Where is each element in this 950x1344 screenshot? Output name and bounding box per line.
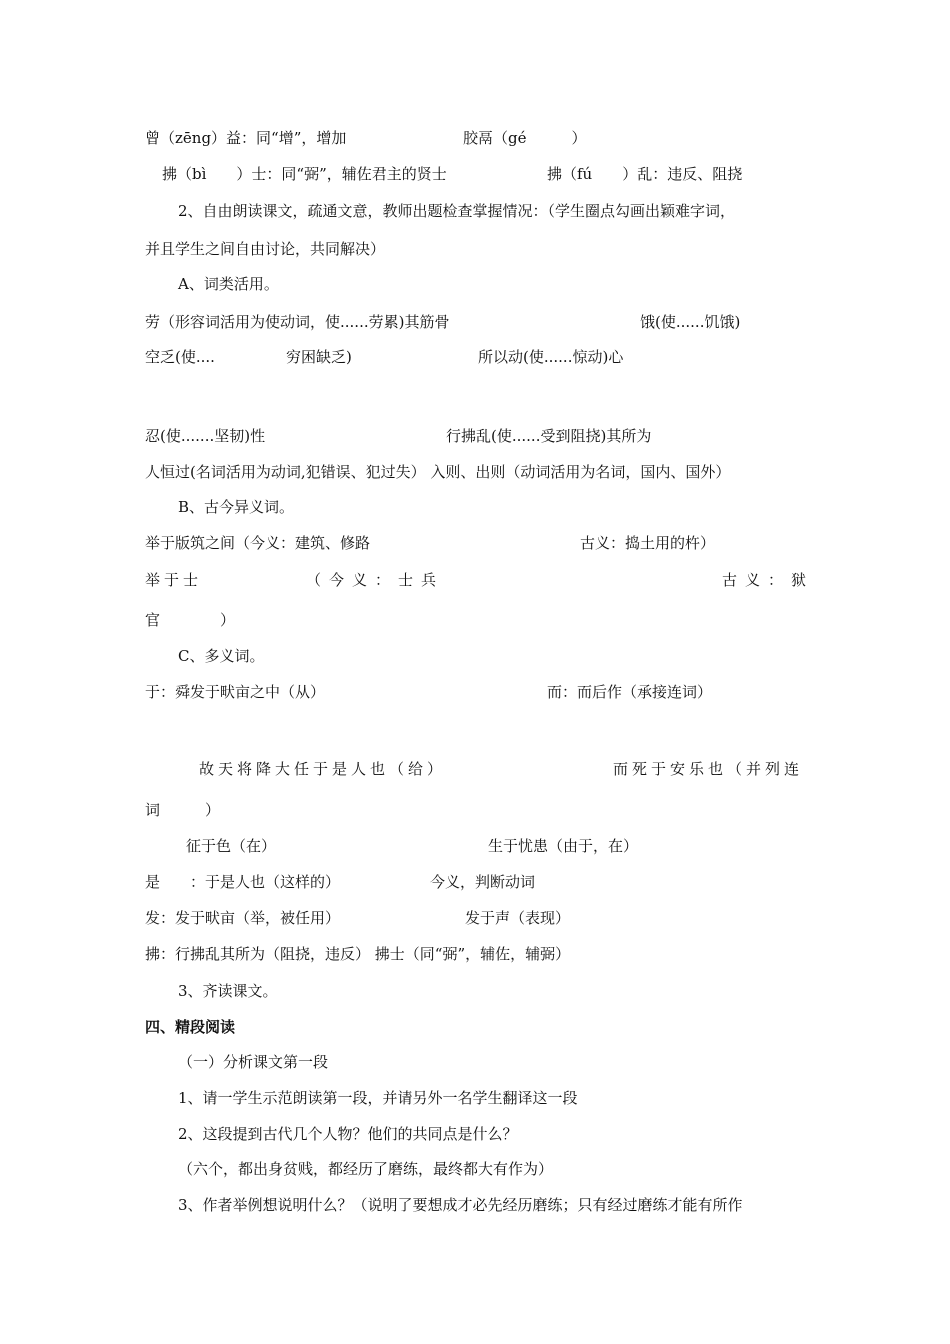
text-line: 劳（形容词活用为使动词，使......劳累)其筋骨 bbox=[145, 313, 450, 331]
section-title: 四、精段阅读 bbox=[145, 1018, 236, 1036]
text-line: 空乏(使.... bbox=[145, 348, 215, 366]
text-line: 拂（fú ）乱：违反、阻挠 bbox=[547, 165, 743, 183]
text-line: 人恒过(名词活用为动词,犯错误、犯过失） 入则、出则（动词活用为名词，国内、国外） bbox=[145, 463, 731, 481]
text-line: 拂（bì ）士：同“弼”，辅佐君主的贤士 bbox=[162, 165, 447, 183]
text-line: 征于色（在） bbox=[186, 837, 277, 855]
text-line: （今义：士兵 bbox=[306, 571, 445, 589]
text-line: （六个，都出身贫贱，都经历了磨练，最终都大有作为） bbox=[178, 1160, 554, 1178]
text-line: 而：而后作（承接连词） bbox=[547, 683, 713, 701]
section-heading: C、多义词。 bbox=[178, 647, 265, 665]
text-line: 并且学生之间自由讨论，共同解决） bbox=[145, 240, 386, 258]
text-line: 穷困缺乏) bbox=[286, 348, 352, 366]
text-line: 3、齐读课文。 bbox=[178, 982, 278, 1000]
text-line: 于：舜发于畎亩之中（从） bbox=[145, 683, 326, 701]
text-line: 生于忧患（由于，在） bbox=[488, 837, 639, 855]
text-line: 举于士 bbox=[145, 571, 203, 589]
text-line: 饿(使......饥饿) bbox=[640, 313, 741, 331]
section-heading: B、古今异义词。 bbox=[178, 498, 295, 516]
text-line: 古义：狱 bbox=[722, 571, 815, 589]
text-line: 是 ：于是人也（这样的） bbox=[145, 873, 341, 891]
text-line: 今义，判断动词 bbox=[430, 873, 536, 891]
text-line: 忍(使.......坚韧)性 bbox=[145, 427, 266, 445]
section-heading: A、词类活用。 bbox=[178, 275, 279, 293]
text-line: 古义：捣土用的杵） bbox=[580, 534, 716, 552]
text-line: 发：发于畎亩（举，被任用） bbox=[145, 909, 341, 927]
text-line: 故天将降大任于是人也（给） bbox=[199, 760, 447, 778]
text-line: 2、自由朗读课文，疏通文意，教师出题检查掌握情况：（学生圈点勾画出颖难字词， bbox=[178, 202, 736, 220]
text-line: 词 ） bbox=[145, 801, 221, 819]
text-line: 1、请一学生示范朗读第一段，并请另外一名学生翻译这一段 bbox=[178, 1089, 578, 1107]
text-line: 拂：行拂乱其所为（阻挠，违反） 拂士（同“弼”，辅佐，辅弼） bbox=[145, 945, 571, 963]
text-line: 行拂乱(使......受到阻挠)其所为 bbox=[446, 427, 652, 445]
text-line: 所以动(使......惊动)心 bbox=[478, 348, 624, 366]
text-line: 发于声（表现） bbox=[465, 909, 571, 927]
text-line: 2、这段提到古代几个人物？他们的共同点是什么？ bbox=[178, 1125, 518, 1143]
text-line: 胶鬲（gé ） bbox=[463, 129, 587, 147]
text-line: 官 ） bbox=[145, 611, 236, 629]
text-line: 而死于安乐也（并列连 bbox=[613, 760, 804, 778]
subsection-heading: （一）分析课文第一段 bbox=[178, 1053, 329, 1071]
text-line: 曾（zēng）益：同“增”，增加 bbox=[145, 129, 347, 147]
text-line: 举于版筑之间（今义：建筑、修路 bbox=[145, 534, 371, 552]
text-line: 3、作者举例想说明什么？（说明了要想成才必先经历磨练；只有经过磨练才能有所作 bbox=[178, 1196, 743, 1214]
